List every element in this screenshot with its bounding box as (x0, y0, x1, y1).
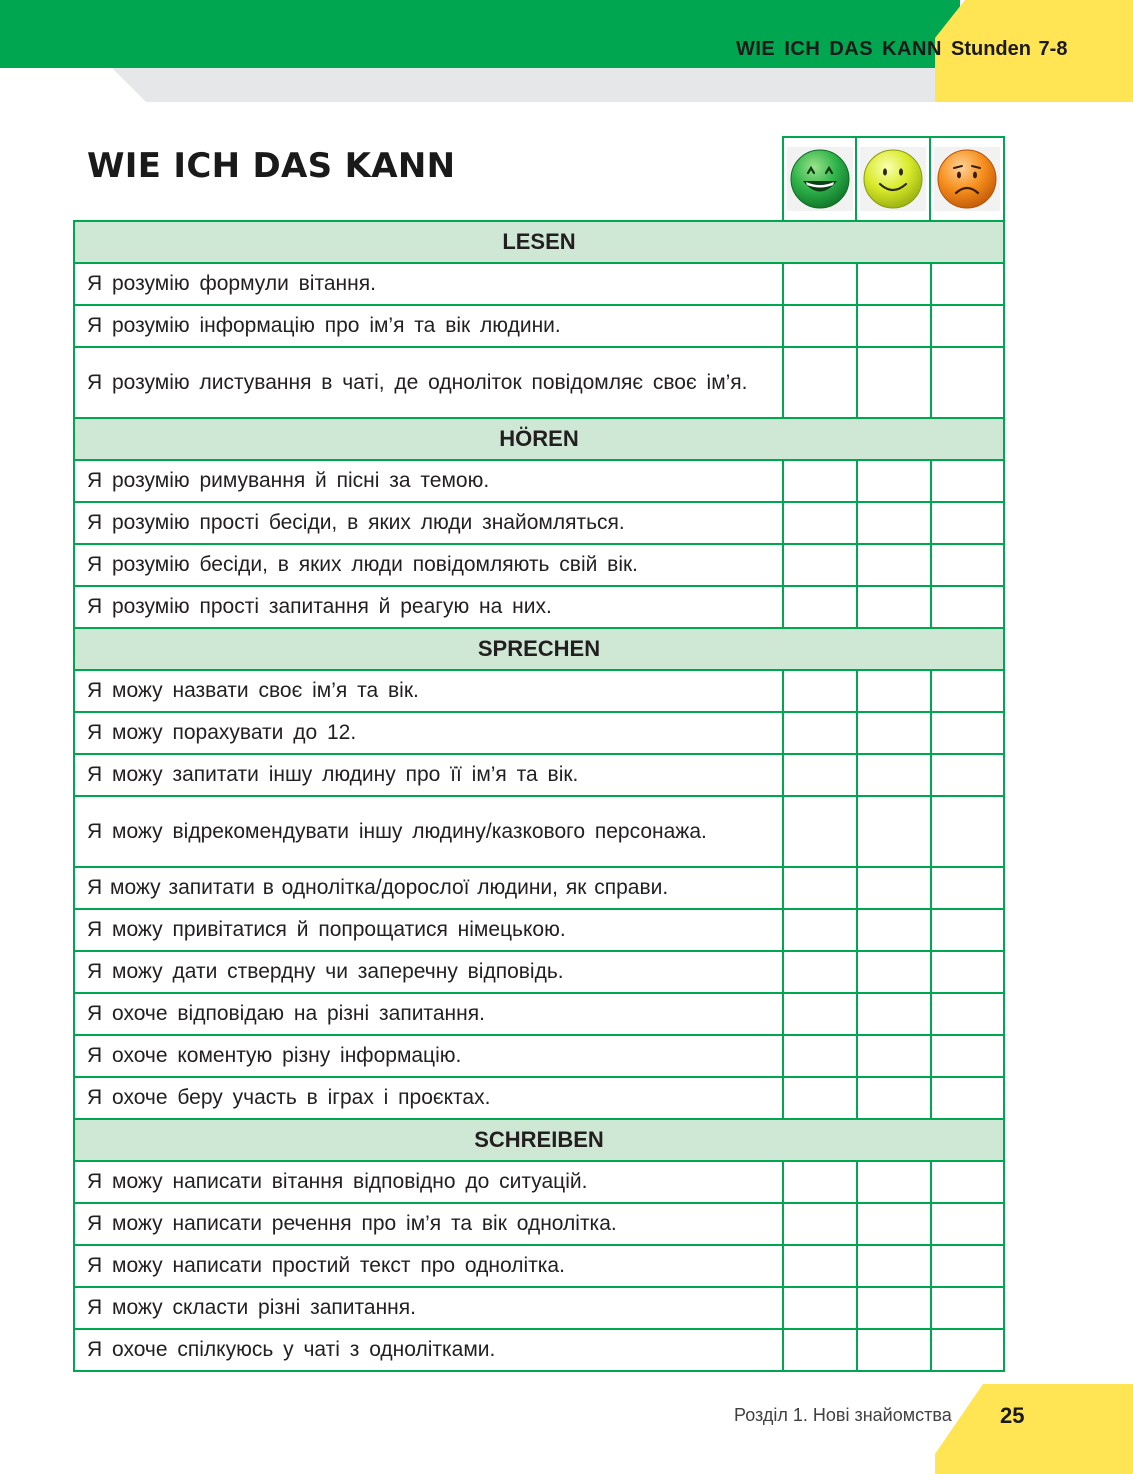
footer-chapter-title: Розділ 1. Нові знайомства (734, 1405, 952, 1425)
header-section-title: WIE ICH DAS KANN (736, 38, 942, 60)
rating-box-happy[interactable] (784, 1078, 858, 1118)
table-row (75, 545, 1005, 587)
rating-box-happy[interactable] (784, 755, 858, 795)
rating-column-neutral (857, 138, 930, 220)
rating-box-neutral[interactable] (858, 952, 932, 992)
section-header-schreiben: SCHREIBEN (75, 1120, 1005, 1162)
table-row (75, 1246, 1005, 1288)
rating-box-neutral[interactable] (858, 671, 932, 711)
skill-text: Я розумію прості бесіди, в яких люди знайомляться. (75, 503, 784, 543)
rating-box-sad[interactable] (932, 671, 1005, 711)
rating-box-happy[interactable] (784, 1162, 858, 1202)
rating-box-sad[interactable] (932, 868, 1005, 908)
table-row (75, 671, 1005, 713)
section-header-lesen: LESEN (75, 222, 1005, 264)
rating-box-happy[interactable] (784, 671, 858, 711)
skill-text: Я розумію прості запитання й реагую на них. (75, 587, 784, 627)
table-row (75, 348, 1005, 419)
table-row (75, 306, 1005, 348)
neutral-yellow-smiley-icon (862, 148, 924, 210)
table-row (75, 1078, 1005, 1120)
header-lesson-label: Stunden 7-8 (951, 38, 1068, 60)
skill-text: Я можу написати вітання відповідно до ситуацій. (75, 1162, 784, 1202)
table-row (75, 994, 1005, 1036)
table-row (75, 910, 1005, 952)
rating-box-sad[interactable] (932, 264, 1005, 304)
rating-box-sad[interactable] (932, 1036, 1005, 1076)
rating-box-sad[interactable] (932, 503, 1005, 543)
rating-header (782, 136, 1005, 220)
skill-text: Я розумію формули вітання. (75, 264, 784, 304)
table-row (75, 755, 1005, 797)
rating-box-sad[interactable] (932, 348, 1005, 417)
rating-box-happy[interactable] (784, 1204, 858, 1244)
rating-box-happy[interactable] (784, 952, 858, 992)
rating-box-happy[interactable] (784, 1330, 858, 1370)
rating-box-happy[interactable] (784, 545, 858, 585)
rating-box-happy[interactable] (784, 1288, 858, 1328)
rating-box-happy[interactable] (784, 797, 858, 866)
skill-text: Я можу дати ствердну чи заперечну відповідь. (75, 952, 784, 992)
rating-box-sad[interactable] (932, 1204, 1005, 1244)
rating-box-sad[interactable] (932, 1078, 1005, 1118)
section-header-sprechen: SPRECHEN (75, 629, 1005, 671)
page-title: WIE ICH DAS KANN (87, 146, 456, 186)
skill-text: Я охоче відповідаю на різні запитання. (75, 994, 784, 1034)
rating-box-neutral[interactable] (858, 545, 932, 585)
rating-box-neutral[interactable] (858, 1330, 932, 1370)
rating-box-neutral[interactable] (858, 587, 932, 627)
skill-text: Я можу написати речення про ім’я та вік однолітка. (75, 1204, 784, 1244)
rating-box-sad[interactable] (932, 994, 1005, 1034)
rating-box-neutral[interactable] (858, 461, 932, 501)
table-row (75, 1162, 1005, 1204)
skill-text: Я можу порахувати до 12. (75, 713, 784, 753)
skill-text: Я охоче беру участь в іграх і проєктах. (75, 1078, 784, 1118)
skill-text: Я розумію листування в чаті, де одноліток повідомляє своє ім’я. (75, 348, 784, 417)
rating-box-neutral[interactable] (858, 868, 932, 908)
skill-text: Я охоче коментую різну інформацію. (75, 1036, 784, 1076)
table-row (75, 587, 1005, 629)
rating-box-happy[interactable] (784, 994, 858, 1034)
rating-box-neutral[interactable] (858, 797, 932, 866)
skill-text: Я можу написати простий текст про однолітка. (75, 1246, 784, 1286)
rating-box-happy[interactable] (784, 503, 858, 543)
table-row (75, 264, 1005, 306)
rating-box-neutral[interactable] (858, 503, 932, 543)
rating-box-neutral[interactable] (858, 1036, 932, 1076)
rating-box-neutral[interactable] (858, 994, 932, 1034)
skill-text: Я можу привітатися й попрощатися німецькою. (75, 910, 784, 950)
skill-text: Я можу відрекомендувати іншу людину/казкового персонажа. (75, 797, 784, 866)
skill-text: Я розумію бесіди, в яких люди повідомляють свій вік. (75, 545, 784, 585)
rating-box-sad[interactable] (932, 1246, 1005, 1286)
rating-box-neutral[interactable] (858, 306, 932, 346)
rating-box-neutral[interactable] (858, 713, 932, 753)
rating-column-sad (931, 138, 1003, 220)
happy-green-smiley-icon (789, 148, 851, 210)
header-gray-band (112, 68, 942, 102)
table-row (75, 952, 1005, 994)
table-row (75, 713, 1005, 755)
rating-box-sad[interactable] (932, 797, 1005, 866)
self-assessment-table (73, 220, 1005, 1372)
rating-box-neutral[interactable] (858, 1288, 932, 1328)
rating-box-sad[interactable] (932, 1330, 1005, 1370)
rating-box-neutral[interactable] (858, 1078, 932, 1118)
rating-box-neutral[interactable] (858, 264, 932, 304)
table-row (75, 797, 1005, 868)
skill-text: Я можу назвати своє ім’я та вік. (75, 671, 784, 711)
rating-box-happy[interactable] (784, 461, 858, 501)
skill-text: Я можу запитати іншу людину про її ім’я та вік. (75, 755, 784, 795)
rating-box-happy[interactable] (784, 306, 858, 346)
rating-column-happy (784, 138, 857, 220)
rating-box-sad[interactable] (932, 1162, 1005, 1202)
skill-text: Я можу запитати в однолітка/дорослої людини, як справи. (75, 868, 784, 908)
rating-box-sad[interactable] (932, 755, 1005, 795)
rating-box-happy[interactable] (784, 348, 858, 417)
rating-box-sad[interactable] (932, 461, 1005, 501)
rating-box-happy[interactable] (784, 587, 858, 627)
page-number: 25 (1000, 1403, 1025, 1428)
skill-text: Я можу скласти різні запитання. (75, 1288, 784, 1328)
rating-box-happy[interactable] (784, 1246, 858, 1286)
rating-box-happy[interactable] (784, 1036, 858, 1076)
sad-orange-smiley-icon (936, 148, 998, 210)
table-row (75, 868, 1005, 910)
skill-text: Я розумію римування й пісні за темою. (75, 461, 784, 501)
table-row (75, 1204, 1005, 1246)
skill-text: Я охоче спілкуюсь у чаті з однолітками. (75, 1330, 784, 1370)
section-header-horen: HÖREN (75, 419, 1005, 461)
rating-box-sad[interactable] (932, 1288, 1005, 1328)
table-row (75, 1288, 1005, 1330)
rating-box-happy[interactable] (784, 868, 858, 908)
rating-box-happy[interactable] (784, 264, 858, 304)
rating-box-sad[interactable] (932, 713, 1005, 753)
rating-box-neutral[interactable] (858, 348, 932, 417)
table-row (75, 461, 1005, 503)
rating-box-neutral[interactable] (858, 1246, 932, 1286)
skill-text: Я розумію інформацію про ім’я та вік людини. (75, 306, 784, 346)
rating-box-sad[interactable] (932, 587, 1005, 627)
rating-box-neutral[interactable] (858, 755, 932, 795)
table-row (75, 1036, 1005, 1078)
rating-box-sad[interactable] (932, 545, 1005, 585)
table-row (75, 503, 1005, 545)
table-row (75, 1330, 1005, 1372)
footer-yellow-tab (935, 1384, 1133, 1474)
rating-box-sad[interactable] (932, 952, 1005, 992)
rating-box-sad[interactable] (932, 910, 1005, 950)
rating-box-happy[interactable] (784, 713, 858, 753)
rating-box-neutral[interactable] (858, 1162, 932, 1202)
rating-box-neutral[interactable] (858, 1204, 932, 1244)
rating-box-happy[interactable] (784, 910, 858, 950)
rating-box-sad[interactable] (932, 306, 1005, 346)
rating-box-neutral[interactable] (858, 910, 932, 950)
